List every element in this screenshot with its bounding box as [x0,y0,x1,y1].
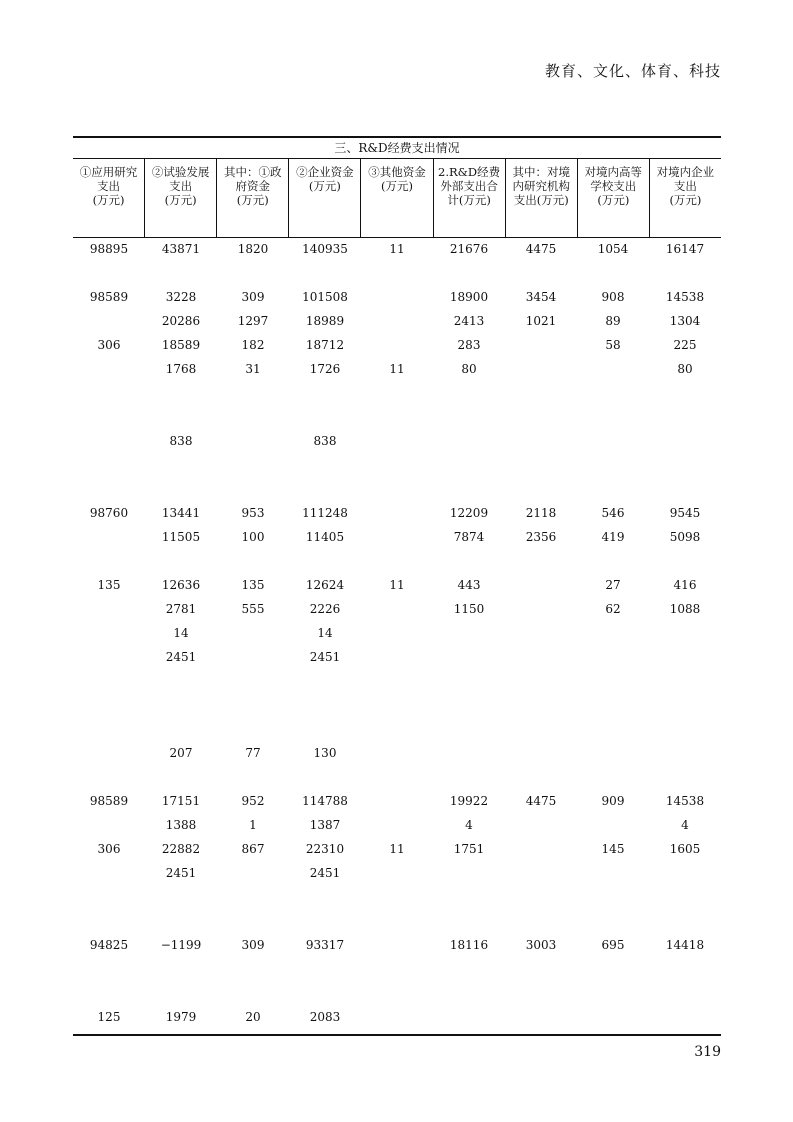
column-header: ③其他资金 (万元) [360,159,432,237]
table-row [73,240,721,258]
table-cell: 2781 [165,602,197,616]
table-cell [649,432,721,450]
table-cell: 283 [457,338,481,352]
table-cell: 2451 [165,866,197,880]
table-cell: 838 [313,434,337,448]
table-row [73,288,721,306]
table-cell: 93317 [305,938,345,952]
table-cell [361,1008,433,1026]
column-header: 2.R&D经费 外部支出合 计(万元) [433,159,505,237]
table-cell [73,312,145,330]
table-cell: 306 [97,842,121,856]
table-body [73,236,721,1036]
table-cell: 114788 [302,794,348,808]
table-cell [433,1008,505,1026]
table-cell: 12209 [449,506,489,520]
table-cell: 98589 [89,794,129,808]
table-cell [361,624,433,642]
column-header: 对境内企业 支出 (万元) [649,159,721,237]
table-cell: 62 [605,602,621,616]
table-cell: 31 [245,362,261,376]
table-cell: 3454 [525,290,557,304]
table-cell: 419 [601,530,625,544]
table-cell: 1150 [453,602,485,616]
table-cell: 2451 [165,650,197,664]
table-cell: 952 [241,794,265,808]
table-row [73,528,721,546]
table-cell: 16147 [665,242,705,256]
table-cell: 111248 [302,506,348,520]
table-cell: 555 [241,602,265,616]
table-cell [73,816,145,834]
table-cell: 2083 [309,1010,341,1024]
table-cell [649,744,721,762]
table-cell: 443 [457,578,481,592]
table-cell: 11405 [305,530,345,544]
table-cell: 18116 [449,938,489,952]
table-cell: 98760 [89,506,129,520]
table-cell: 11 [389,242,405,256]
table-cell [505,864,577,882]
table-cell: 2356 [525,530,557,544]
table-cell: 58 [605,338,621,352]
table-cell [577,648,649,666]
table-cell [505,744,577,762]
table-cell [73,600,145,618]
table-cell: 207 [169,746,193,760]
table-row [73,840,721,858]
table-cell: 838 [169,434,193,448]
table-cell [649,624,721,642]
table-cell: 867 [241,842,265,856]
table-cell: 4475 [525,242,557,256]
table-cell [577,816,649,834]
table-cell: 20286 [161,314,201,328]
table-cell: 125 [97,1010,121,1024]
table-row [73,360,721,378]
table-cell: 3003 [525,938,557,952]
table-row [73,432,721,450]
table-row [73,336,721,354]
table-cell: 11 [389,578,405,592]
table-cell [73,624,145,642]
table-cell: 416 [673,578,697,592]
table-cell: 1088 [669,602,701,616]
table-cell [73,864,145,882]
table-cell: 4475 [525,794,557,808]
rd-expenditure-table-header [73,136,721,238]
table-cell [73,528,145,546]
table-cell [217,648,289,666]
table-cell: 14418 [665,938,705,952]
table-cell: 135 [241,578,265,592]
table-row [73,864,721,882]
table-cell [505,336,577,354]
table-cell [217,864,289,882]
table-cell: 1054 [597,242,629,256]
table-cell [649,648,721,666]
column-header: 对境内高等 学校支出 (万元) [577,159,649,237]
table-cell: 17151 [161,794,201,808]
table-cell: 309 [241,290,265,304]
table-cell: 14538 [665,290,705,304]
table-cell [361,936,433,954]
table-row [73,600,721,618]
table-cell [505,600,577,618]
table-cell [73,432,145,450]
table-row [73,1008,721,1026]
table-cell: 13441 [161,506,201,520]
table-cell [361,792,433,810]
table-cell [433,744,505,762]
table-cell: 1979 [165,1010,197,1024]
table-cell: 2451 [309,866,341,880]
table-cell: 22310 [305,842,345,856]
table-cell [505,432,577,450]
table-cell: 953 [241,506,265,520]
table-cell: 18989 [305,314,345,328]
table-cell: 18589 [161,338,201,352]
column-header: 其中：对境 内研究机构 支出(万元) [505,159,577,237]
table-cell [361,864,433,882]
table-cell [73,360,145,378]
table-cell [433,432,505,450]
column-header: ①应用研究 支出 (万元) [79,165,138,207]
table-cell: 1021 [525,314,557,328]
section-title: 三、R&D经费支出情况 [73,138,721,159]
table-cell [361,816,433,834]
table-cell: 2118 [525,506,557,520]
table-cell: 11505 [161,530,201,544]
table-cell: 2413 [453,314,485,328]
table-cell [505,576,577,594]
table-cell: 11 [389,842,405,856]
table-cell: 20 [245,1010,261,1024]
table-cell: 12636 [161,578,201,592]
table-cell: 14 [173,626,189,640]
table-cell: 1605 [669,842,701,856]
table-row [73,792,721,810]
table-cell [433,648,505,666]
table-cell [217,624,289,642]
table-cell [649,864,721,882]
table-cell [577,432,649,450]
table-cell: 546 [601,506,625,520]
column-header: 其中：①政 府资金 (万元) [216,159,288,237]
table-cell [577,864,649,882]
table-cell [577,360,649,378]
table-row [73,816,721,834]
table-cell: 1820 [237,242,269,256]
table-cell: 3228 [165,290,197,304]
table-cell [361,744,433,762]
table-cell: 4 [465,818,473,832]
table-row [73,576,721,594]
table-cell: 306 [97,338,121,352]
table-cell [361,648,433,666]
column-header-row [73,159,721,238]
table-cell [361,288,433,306]
table-cell [361,504,433,522]
table-row [73,504,721,522]
table-cell: 7874 [453,530,485,544]
table-row [73,624,721,642]
table-cell: 22882 [161,842,201,856]
table-cell [361,312,433,330]
table-cell: 1297 [237,314,269,328]
table-cell: 21676 [449,242,489,256]
table-cell [73,648,145,666]
table-cell: 19922 [449,794,489,808]
table-cell [361,528,433,546]
table-cell: 1387 [309,818,341,832]
table-cell: 1304 [669,314,701,328]
table-cell: 130 [313,746,337,760]
table-cell [361,432,433,450]
table-cell: 1 [249,818,257,832]
running-header: 教育、文化、体育、科技 [544,62,721,80]
table-cell: −1199 [160,938,202,952]
table-cell: 98895 [89,242,129,256]
table-cell: 1768 [165,362,197,376]
column-header: ②试验发展 支出 (万元) [144,159,216,237]
table-cell: 89 [605,314,621,328]
table-cell [505,648,577,666]
table-cell: 18900 [449,290,489,304]
table-cell [433,624,505,642]
table-cell: 80 [677,362,693,376]
table-cell: 80 [461,362,477,376]
table-cell: 1751 [453,842,485,856]
table-cell [361,336,433,354]
table-cell: 77 [245,746,261,760]
table-cell [505,840,577,858]
table-cell: 4 [681,818,689,832]
table-cell: 1726 [309,362,341,376]
table-cell [505,624,577,642]
table-cell [649,1008,721,1026]
table-cell [361,600,433,618]
table-cell [217,432,289,450]
table-cell [73,744,145,762]
table-cell: 182 [241,338,265,352]
table-cell: 27 [605,578,621,592]
table-cell [505,360,577,378]
table-row [73,936,721,954]
table-cell [577,744,649,762]
table-cell [577,624,649,642]
table-cell: 135 [97,578,121,592]
table-cell: 225 [673,338,697,352]
table-cell [505,816,577,834]
table-cell: 101508 [302,290,348,304]
table-cell: 14 [317,626,333,640]
table-cell: 11 [389,362,405,376]
table-cell: 2226 [309,602,341,616]
table-cell [577,1008,649,1026]
table-cell: 1388 [165,818,197,832]
table-cell: 100 [241,530,265,544]
table-cell: 14538 [665,794,705,808]
table-cell: 98589 [89,290,129,304]
table-cell: 908 [601,290,625,304]
table-cell: 2451 [309,650,341,664]
table-row [73,744,721,762]
table-cell: 43871 [161,242,201,256]
table-cell: 695 [601,938,625,952]
table-cell: 94825 [89,938,129,952]
column-header: ②企业资金 (万元) [288,159,360,237]
table-cell [433,864,505,882]
table-cell: 9545 [669,506,701,520]
table-cell: 12624 [305,578,345,592]
table-cell: 18712 [305,338,345,352]
table-cell: 909 [601,794,625,808]
table-cell: 309 [241,938,265,952]
table-cell: 140935 [302,242,348,256]
table-cell [505,1008,577,1026]
table-cell: 5098 [669,530,701,544]
table-row [73,648,721,666]
table-row [73,312,721,330]
page-number: 319 [694,1044,721,1060]
table-cell: 145 [601,842,625,856]
